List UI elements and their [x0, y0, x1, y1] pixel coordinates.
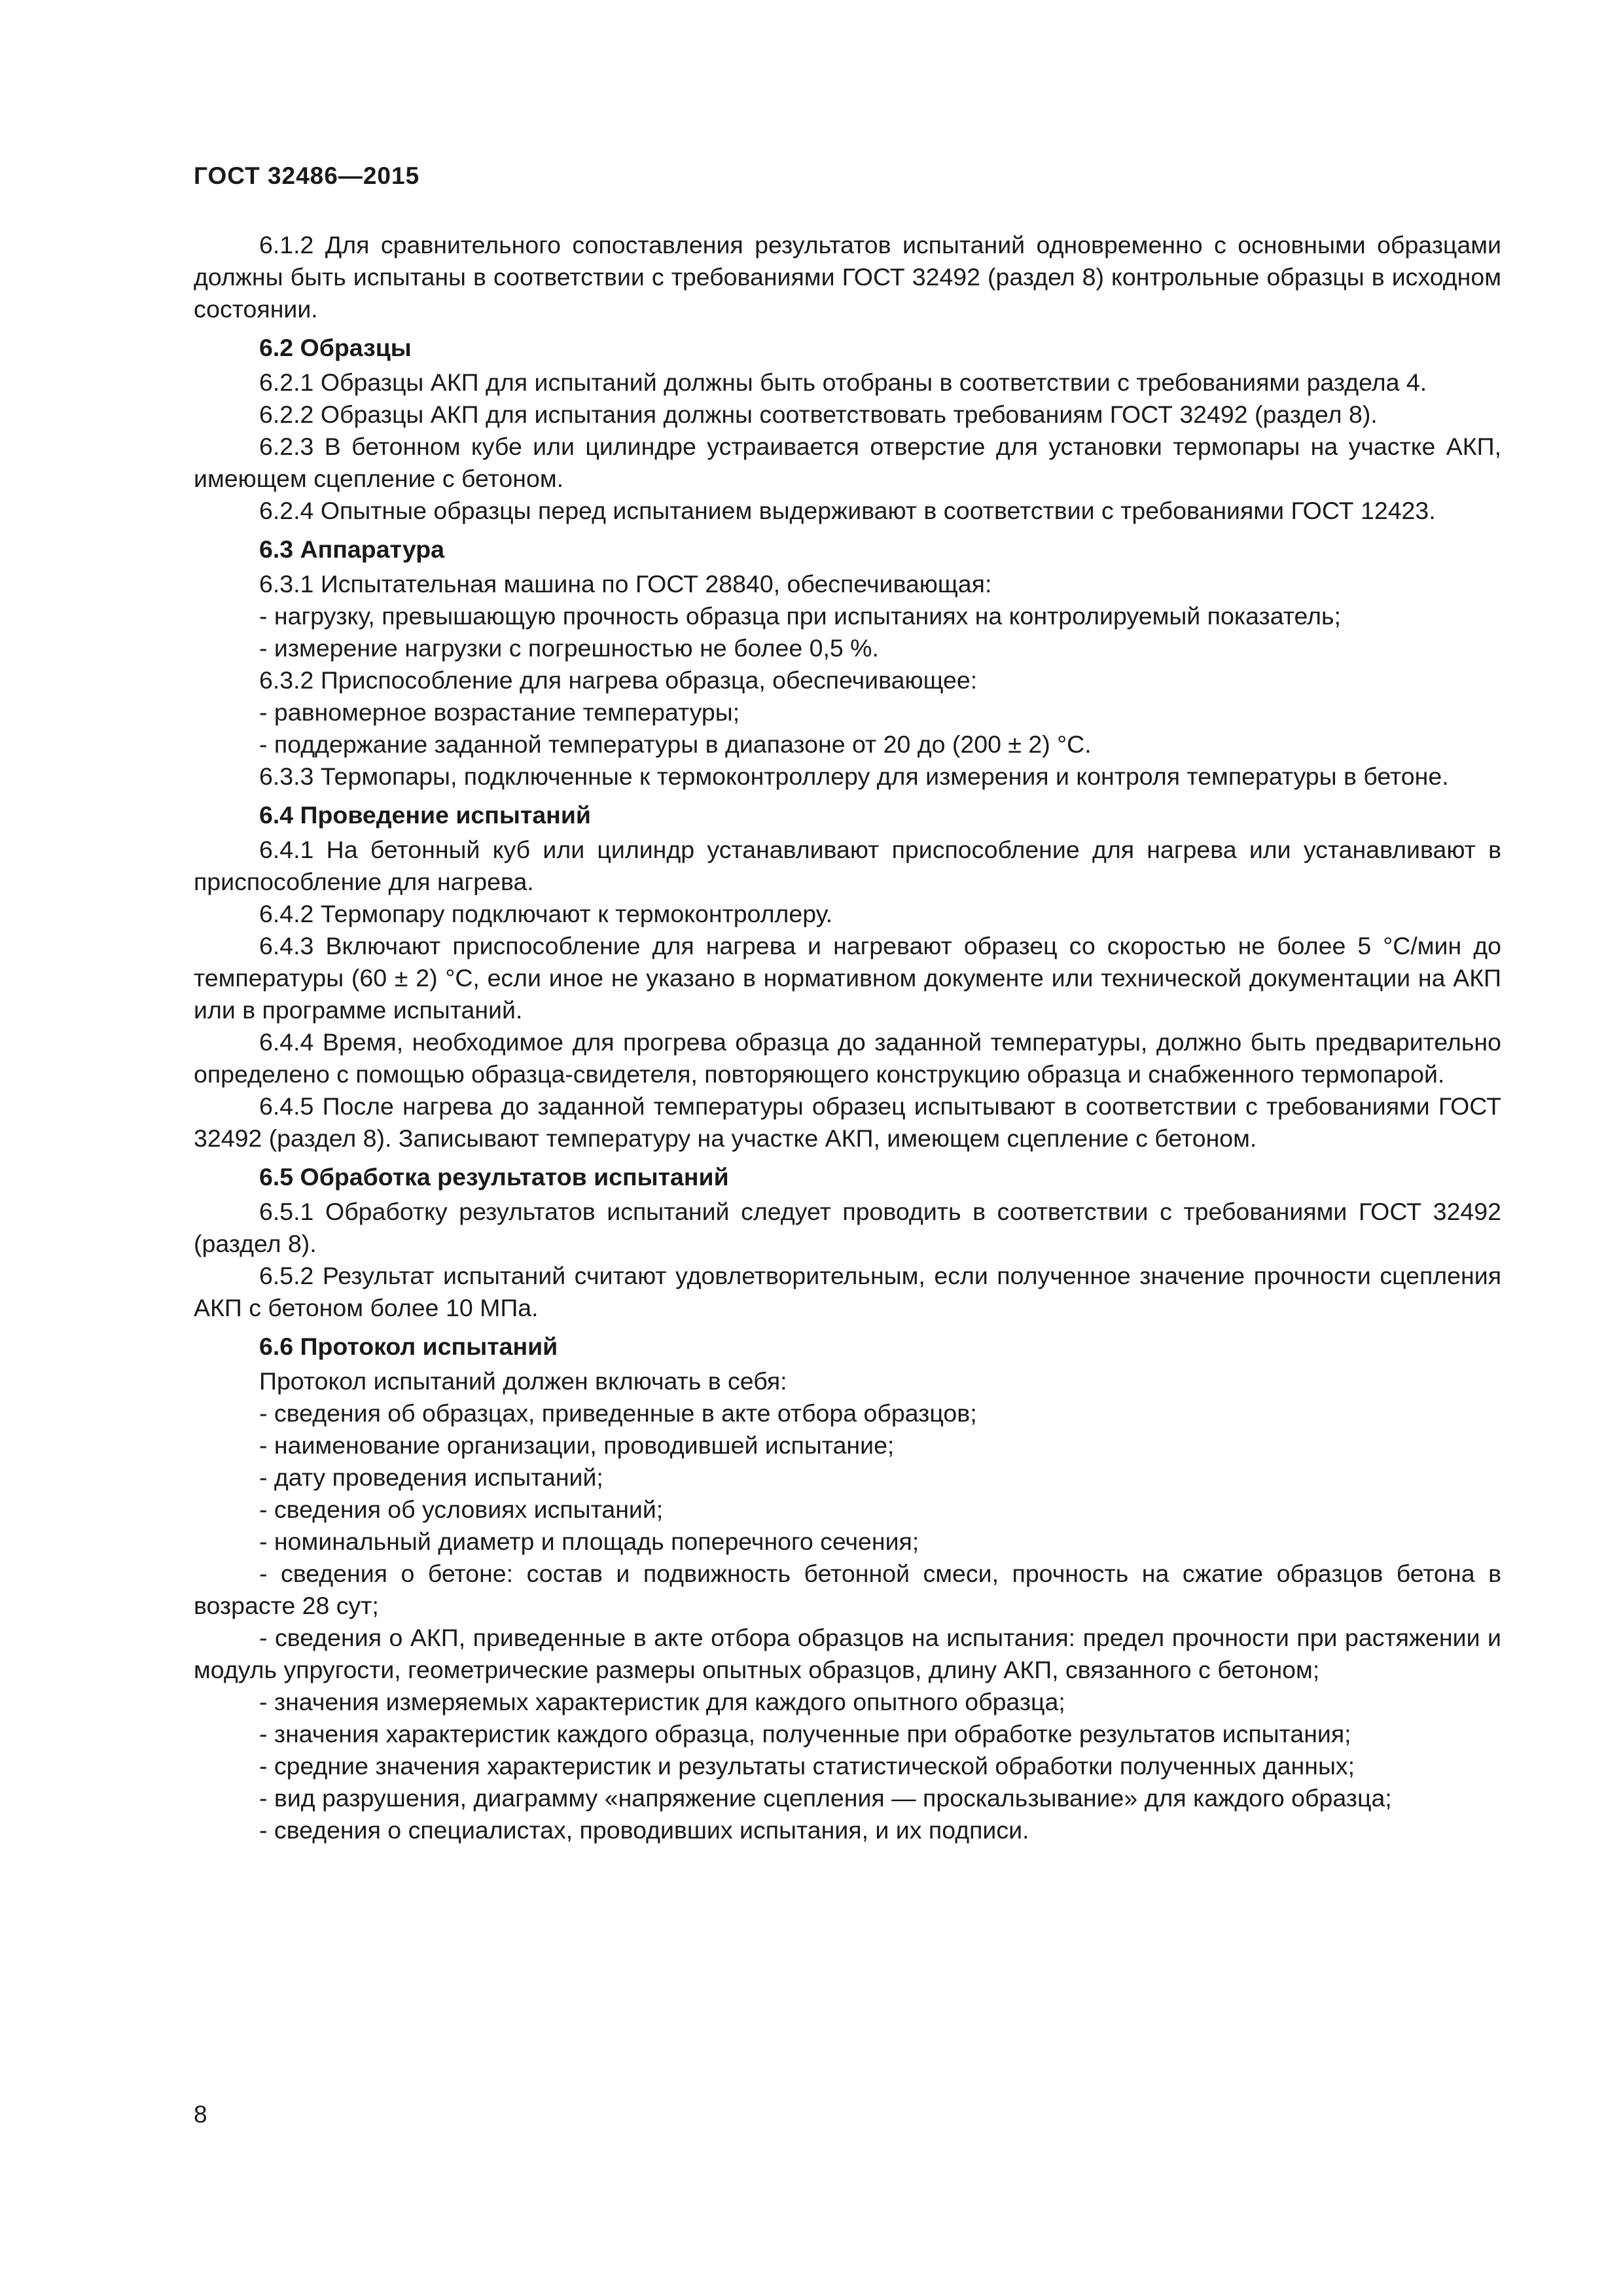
- paragraph: 6.2.1 Образцы АКП для испытаний должны быть отобраны в соответствии с требованиями раздела 4.: [259, 368, 1427, 396]
- paragraph: 6.2.2 Образцы АКП для испытания должны соответствовать требованиям ГОСТ 32492 (раздел 8).: [259, 401, 1378, 428]
- paragraph: 6.3.2 Приспособление для нагрева образца, обеспечивающее:: [259, 666, 978, 694]
- paragraph: 6.5.2 Результат испытаний считают удовлетворительным, если полученное значение прочности сцепления АКП с бетоном более 10 МПа.: [194, 1262, 1501, 1321]
- list-item: - равномерное возрастание температуры;: [259, 698, 740, 726]
- list-item: - сведения о АКП, приведенные в акте отбора образцов на испытания: предел прочности при растяжении и модуль упругости, геометрические размеры опытных образцов, длину АКП, связанного с бетоном;: [194, 1624, 1501, 1683]
- paragraph: 6.4.5 После нагрева до заданной температуры образец испытывают в соответствии с требованиями ГОСТ 32492 (раздел 8). Записывают температуру на участке АКП, имеющем сцепление с бетоном.: [194, 1092, 1501, 1152]
- list-item: - номинальный диаметр и площадь поперечного сечения;: [259, 1528, 919, 1555]
- paragraph: 6.4.4 Время, необходимое для прогрева образца до заданной температуры, должно быть предварительно определено с помощью образца-свидетеля, повторяющего конструкцию образца и снабженного термопарой.: [194, 1028, 1501, 1088]
- paragraph: 6.4.1 На бетонный куб или цилиндр устанавливают приспособление для нагрева или устанавливают в приспособление для нагрева.: [194, 836, 1501, 895]
- list-item: - вид разрушения, диаграмму «напряжение сцепления — проскальзывание» для каждого образца;: [259, 1784, 1392, 1812]
- paragraph: 6.1.2 Для сравнительного сопоставления результатов испытаний одновременно с основными образцами должны быть испытаны в соответствии с требованиями ГОСТ 32492 (раздел 8) контрольные образцы в исходном состоянии.: [194, 231, 1501, 323]
- paragraph: 6.4.2 Термопару подключают к термоконтроллеру.: [259, 900, 833, 927]
- list-item: - значения характеристик каждого образца, полученные при обработке результатов испытания;: [259, 1720, 1351, 1748]
- section-heading: 6.3 Аппаратура: [259, 535, 444, 563]
- paragraph: 6.2.3 В бетонном кубе или цилиндре устраивается отверстие для установки термопары на участке АКП, имеющем сцепление с бетоном.: [194, 433, 1501, 492]
- paragraph: 6.5.1 Обработку результатов испытаний следует проводить в соответствии с требованиями ГОСТ 32492 (раздел 8).: [194, 1198, 1501, 1257]
- list-item: - нагрузку, превышающую прочность образца при испытаниях на контролируемый показатель;: [259, 602, 1341, 630]
- list-item: - сведения об образцах, приведенные в акте отбора образцов;: [259, 1399, 977, 1427]
- section-heading: 6.6 Протокол испытаний: [259, 1333, 558, 1360]
- list-item: - дату проведения испытаний;: [259, 1463, 603, 1491]
- list-item: - сведения о специалистах, проводивших испытания, и их подписи.: [259, 1816, 1029, 1844]
- list-item: - поддержание заданной температуры в диапазоне от 20 до (200 ± 2) °С.: [259, 730, 1092, 758]
- list-item: - наименование организации, проводившей испытание;: [259, 1431, 895, 1459]
- section-heading: 6.2 Образцы: [259, 334, 412, 361]
- paragraph: Протокол испытаний должен включать в себя:: [259, 1367, 787, 1395]
- document-body: [194, 229, 1501, 1846]
- paragraph: 6.3.1 Испытательная машина по ГОСТ 28840, обеспечивающая:: [259, 570, 992, 598]
- paragraph: 6.3.3 Термопары, подключенные к термоконтроллеру для измерения и контроля температуры в бетоне.: [259, 762, 1449, 790]
- page-header-standard-number: ГОСТ 32486—2015: [194, 162, 420, 189]
- list-item: - сведения о бетоне: состав и подвижность бетонной смеси, прочность на сжатие образцов бетона в возрасте 28 сут;: [194, 1560, 1501, 1619]
- paragraph: 6.2.4 Опытные образцы перед испытанием выдерживают в соответствии с требованиями ГОСТ 12423.: [259, 497, 1436, 524]
- paragraph: 6.4.3 Включают приспособление для нагрева и нагревают образец со скоростью не более 5 °С/мин до температуры (60 ± 2) °С, если иное не указано в нормативном документе или технической документации на АКП или в программе испытаний.: [194, 932, 1501, 1024]
- list-item: - средние значения характеристик и результаты статистической обработки полученных данных;: [259, 1752, 1355, 1780]
- list-item: - измерение нагрузки с погрешностью не более 0,5 %.: [259, 634, 879, 662]
- page-number: 8: [194, 2101, 207, 2128]
- section-heading: 6.4 Проведение испытаний: [259, 801, 591, 829]
- list-item: - сведения об условиях испытаний;: [259, 1496, 664, 1523]
- list-item: - значения измеряемых характеристик для каждого опытного образца;: [259, 1688, 1065, 1715]
- section-heading: 6.5 Обработка результатов испытаний: [259, 1163, 729, 1191]
